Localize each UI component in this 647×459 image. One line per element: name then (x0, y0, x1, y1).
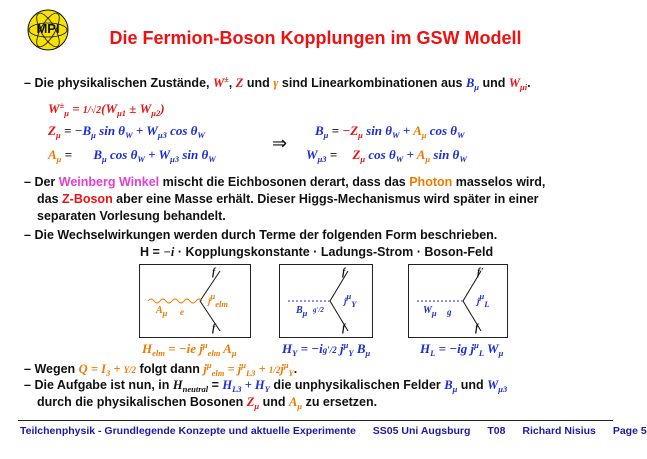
diagram3-current-label: jμL (477, 291, 490, 309)
feynman-diagram-photon (139, 264, 251, 338)
h-y: $H_Y = -ig'/2$ $j^\mu_Y$ $B_\mu$ (282, 340, 371, 358)
eq-w3: $W_{\mu 3} = Z_\mu$ $\cos \theta_W + A_\mu$ $\sin \theta_W$ (306, 147, 467, 164)
intro-line: – Die physikalischen Zustände, W±, Z und γ sind Linearkombinationen aus $B_\mu$ und $W_{\mu i}$. (24, 74, 531, 92)
feynman-diagram-b-boson (279, 264, 373, 338)
footer-author: Richard Nisius (522, 425, 596, 437)
eq-wpm: $W^\pm_\mu = 1/√2(W_{\mu 1} \pm W_{\mu 2})$ (48, 100, 165, 118)
eq-b: $B_\mu = -Z_\mu$ $\sin \theta_W + A_\mu$ $\cos \theta_W$ (315, 123, 465, 140)
diagram1-top-label: f (212, 267, 216, 278)
diagram1-coupling-label: e (180, 307, 184, 317)
page-title: Die Fermion-Boson Kopplungen im GSW Modell (109, 28, 522, 48)
footer-section: T08 (487, 425, 506, 437)
interaction-line: – Die Wechselwirkungen werden durch Terme der folgenden Form beschrieben. (24, 228, 498, 242)
weinberg-line-1: – Der Weinberg Winkel mischt die Eichbosonen derart, dass das Photon masselos wird, (24, 175, 546, 189)
diagram3-bottom-label: f (475, 323, 479, 334)
diagram1-current-label: jμelm (208, 291, 228, 309)
diagram3-top-label: f' (477, 267, 484, 278)
h-elm: $H_{elm} = -ie$ $j^\mu_{elm}$ $A_\mu$ (142, 340, 237, 358)
implies-arrow: ⇒ (272, 133, 288, 153)
diagram1-bottom-label: f (212, 323, 216, 334)
interaction-formula: H = −i · Kopplungskonstante · Ladungs-Strom · Boson-Feld (140, 245, 494, 259)
diagram2-coupling-label: g'/2 (313, 306, 324, 314)
weinberg-line-2: das Z-Boson aber eine Masse erhält. Dieser Higgs-Mechanismus wird später in einer (37, 192, 539, 206)
diagram1-boson-label: $A_\mu$ (156, 305, 168, 318)
weinberg-line-3: separaten Vorlesung behandelt. (37, 209, 226, 223)
eq-a: $A_\mu = B_\mu$ $\cos \theta_W + W_{\mu 3}$ $\sin \theta_W$ (48, 147, 216, 164)
footer-rule (18, 420, 613, 421)
wegen-line: – Wegen $Q = I_3 + Y/2$ folgt dann $j^\mu_{elm} = j^\mu_{L3} + 1/2j^\mu_Y$. (24, 360, 298, 378)
footer-course: Teilchenphysik - Grundlegende Konzepte und aktuelle Experimente (20, 425, 356, 437)
footer (20, 425, 647, 437)
footer-page: Page 5 (612, 425, 647, 437)
diagram3-coupling-label: g (447, 307, 452, 317)
eq-z: $Z_\mu = -B_\mu$ $\sin \theta_W + W_{\mu 3}$ $\cos \theta_W$ (48, 123, 205, 140)
diagram2-current-label: jμY (344, 291, 357, 309)
diagram2-bottom-label: f (342, 323, 346, 334)
aufgabe-line-2: durch die physikalischen Bosonen $Z_\mu$ und $A_\mu$ zu ersetzen. (37, 395, 378, 411)
feynman-diagram-w-boson (408, 264, 508, 338)
logo-text: MPI (36, 21, 60, 36)
diagram3-boson-label: $W_\mu$ (423, 305, 437, 318)
diagram2-boson-label: $B_\mu$ (296, 305, 308, 318)
aufgabe-line-1: – Die Aufgabe ist nun, in $H_{neutral} = H_{L3} + H_Y$ die unphysikalischen Felder $B_\mu$ und $W_{\mu 3}$ (24, 378, 508, 394)
h-l: $H_L = -ig$ $j^\mu_L$ $W_\mu$ (420, 340, 504, 358)
footer-term: SS05 Uni Augsburg (372, 425, 471, 437)
diagram2-top-label: f (342, 267, 346, 278)
